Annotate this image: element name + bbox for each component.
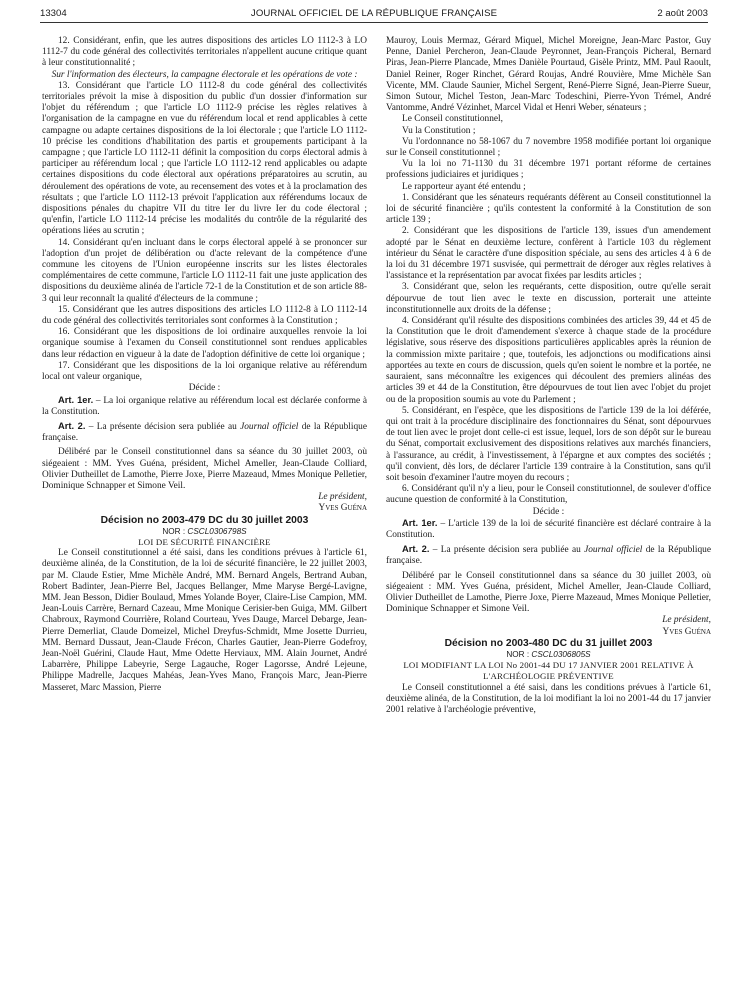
visa-loi-1971: Vu la loi no 71-1130 du 31 décembre 1971 portant réforme de certaines professions judiciaires et juridiques ;: [386, 159, 711, 181]
article-1: [386, 518, 711, 541]
article-2-text-end: de la République française.: [386, 545, 711, 567]
paragraph-5: 5. Considérant, en l'espèce, que les dispositions de l'article 139 de la loi déférée, qui ont trait à la procédure disciplinaire des fonctionnaires du Sénat, sont dépourvues de tout lien avec le projet dont celle-ci est issue, lequel, lors de son dépôt sur le bureau du Sénat, comportait exclusivement des dispositions relatives aux marchés financiers, à l'assurance, au crédit, à l'investissement, à l'épargne et aux comptes des sociétés ; qu'il convient, dès lors, de déclarer l'article 139 contraire à la Constitution, sans qu'il soit besoin d'examiner l'autre moyen du recours ;: [386, 405, 711, 483]
article-2: [42, 421, 367, 444]
article-2-label: Art. 2.: [402, 544, 430, 555]
paragraph-14: 14. Considérant qu'en incluant dans le corps électoral appelé à se prononcer sur l'adoption d'un projet de délibération ou d'acte relevant de la compétence d'une commune les citoyens de l'Union européenne inscrits sur les listes électorales complémentaires de cette commune, l'article LO 1112-11 fait une juste application des dispositions du deuxième alinéa de l'article 72-1 de la Constitution et de son article 88-3 qui leur reconnaît la qualité d'électeurs de la commune ;: [42, 237, 368, 304]
decision-479-law-title: LOI DE SÉCURITÉ FINANCIÈRE: [138, 536, 271, 547]
nor-code: CSCL0306798S: [187, 526, 247, 536]
decide-heading: Décide :: [532, 506, 565, 517]
journal-name: Journal officiel: [584, 545, 643, 556]
signature-role: Le président,: [318, 492, 367, 503]
decide-heading: Décide :: [188, 383, 221, 394]
article-2-text: – La présente décision sera publiée au: [429, 545, 585, 556]
signature-role: Le président,: [662, 615, 711, 626]
page-number: 13304: [40, 8, 67, 19]
signature: [42, 492, 367, 514]
decision-479-nor: [42, 526, 367, 537]
paragraph-6: 6. Considérant qu'il n'y a lieu, pour le Conseil constitutionnel, de soulever d'office aucune question de conformité à la Constitution,: [386, 484, 711, 506]
nor-label: NOR :: [162, 526, 188, 536]
section-subhead: Sur l'information des électeurs, la campagne électorale et les opérations de vote :: [51, 69, 358, 80]
paragraph-3: 3. Considérant que, selon les requérants, cette disposition, outre qu'elle serait dépourvue de tout lien avec le texte en discussion, porterait une atteinte inconstitutionnelle aux droits de la défense ;: [386, 282, 711, 315]
paragraph-16: 16. Considérant que les dispositions de loi ordinaire auxquelles renvoie la loi organique soumise à l'examen du Conseil constitutionnel sont rendues applicables dans leur rédaction en vigueur à la date de l'adoption définitive de cette loi organique ;: [42, 327, 367, 360]
nor-code: CSCL0306805S: [531, 649, 591, 659]
left-column: [42, 36, 367, 694]
header-rule: [40, 22, 708, 23]
signature-name: Yves Guéna: [662, 626, 711, 637]
article-2-text-end: de la République française.: [42, 421, 367, 444]
decision-480-title: Décision no 2003-480 DC du 31 juillet 2003: [444, 637, 653, 649]
deliberation: Délibéré par le Conseil constitutionnel dans sa séance du 30 juillet 2003, où siégeaient : MM. Yves Guéna, président, Michel Ameller, Jean-Claude Colliard, Olivier Dutheillet de Lamothe, Pierre Joxe, Pierre Mazeaud, Mmes Monique Pelletier, Dominique Schnapper et Simone Veil.: [386, 570, 711, 615]
article-1-text: – L'article 139 de la loi de sécurité financière est déclaré contraire à la Constitution.: [386, 518, 711, 540]
article-1-label: Art. 1er.: [402, 517, 438, 528]
rapporteur-line: Le rapporteur ayant été entendu ;: [402, 181, 526, 192]
signatories-continued: Mauroy, Louis Mermaz, Gérard Miquel, Michel Moreigne, Jean-Marc Pastor, Guy Penne, Daniel Percheron, Jean-Claude Peyronnet, Jean-François Picheral, Bernard Piras, Jean-Pierre Plancade, Mmes Danièle Pourtaud, Gisèle Printz, MM. Paul Raoult, Daniel Reiner, Roger Rinchet, Gérard Roujas, André Rouvière, Mme Michèle San Vicente, MM. Claude Saunier, Michel Sergent, René-Pierre Signé, Jean-Pierre Sueur, Simon Sutour, Michel Teston, Jean-Marc Todeschini, Pierre-Yvon Trémel, André Vantomme, André Vézinhet, Marcel Vidal et Henri Weber, sénateurs ;: [386, 36, 711, 114]
deliberation: Délibéré par le Conseil constitutionnel dans sa séance du 30 juillet 2003, où siégeaient : MM. Yves Guéna, président, Michel Ameller, Jean-Claude Colliard, Olivier Dutheillet de Lamothe, Pierre Joxe, Pierre Mazeaud, Mmes Monique Pelletier, Dominique Schnapper et Simone Veil.: [42, 447, 367, 491]
article-2: [386, 544, 711, 567]
journal-name: Journal officiel: [240, 421, 299, 432]
council-line: Le Conseil constitutionnel,: [402, 114, 503, 125]
article-1: [42, 395, 367, 418]
issue-date: 2 août 2003: [657, 8, 708, 19]
article-1-text: – La loi organique relative au référendum local est déclarée conforme à la Constitution.: [42, 395, 367, 417]
decision-479-title: Décision no 2003-479 DC du 30 juillet 2003: [100, 514, 309, 526]
journal-title: JOURNAL OFFICIEL DE LA RÉPUBLIQUE FRANÇAISE: [250, 8, 498, 19]
signature: [386, 615, 711, 637]
article-2-text: – La présente décision sera publiée au: [85, 421, 241, 432]
paragraph-1: 1. Considérant que les sénateurs requérants défèrent au Conseil constitutionnel la loi de sécurité financière ; qu'ils contestent la conformité à la Constitution de son article 139 ;: [386, 192, 711, 226]
paragraph-13: 13. Considérant que l'article LO 1112-8 du code général des collectivités territoriales prévoit la mise à disposition du public d'un dossier d'information sur l'objet du référendum ; que l'article LO 1112-9 précise les règles relatives à l'organisation de la campagne en vue du référendum local et rend applicables à cette campagne ou adapte certaines dispositions de la loi électorale ; que l'article LO 1112-10 précise les conditions d'habilitation des partis et groupements participant à la campagne ; que l'article LO 1112-11 définit la composition du corps électoral admis à participer au référendum local ; que l'article LO 1112-12 rend applicables ou adapte certaines dispositions du code électoral aux opérations préparatoires au scrutin, au déroulement des opérations de vote, au recensement des votes et à la proclamation des résultats ; que l'article LO 1112-13 prévoit l'application aux référendums locaux de dispositions pénales du chapitre VII du titre Ier du livre Ier du code électoral ; qu'enfin, l'article LO 1112-14 précise les modalités du contrôle de la régularité des opérations liées au scrutin ;: [42, 80, 367, 237]
paragraph-2: 2. Considérant que les dispositions de l'article 139, issues d'un amendement adopté par le Sénat en deuxième lecture, confèrent à l'article 103 du règlement intérieur du Sénat le caractère d'une disposition spéciale, au sens des articles 4 à 6 de la loi du 31 décembre 1971 susvisée, qui permettrait de déroger aux règles relatives à l'assistance et la représentation par avocat fixées par lesdits articles ;: [386, 226, 711, 282]
visa-ordonnance: Vu l'ordonnance no 58-1067 du 7 novembre 1958 modifiée portant loi organique sur le Conseil constitutionnel ;: [386, 136, 711, 159]
paragraph-4: 4. Considérant qu'il résulte des dispositions combinées des articles 39, 44 et 45 de la Constitution que le droit d'amendement s'exerce à chaque stade de la procédure législative, sous réserve des dispositions particulières applicables après la réunion de la commission mixte paritaire ; que, toutefois, les adjonctions ou modifications ainsi apportées au texte en cours de discussion, quels qu'en soient le nombre et la portée, ne sauraient, sans méconnaître les exigences qui découlent des premiers alinéas des articles 39 et 44 de la Constitution, être dépourvues de tout lien avec l'objet du projet ou de la proposition soumis au vote du Parlement ;: [386, 316, 711, 405]
decision-480-law-title: LOI MODIFIANT LA LOI No 2001-44 DU 17 JANVIER 2001 RELATIVE À L'ARCHÉOLOGIE PRÉVENTIVE: [403, 660, 694, 682]
article-2-label: Art. 2.: [58, 420, 86, 431]
paragraph-12: 12. Considérant, enfin, que les autres dispositions des articles LO 1112-3 à LO 1112-7 du code général des collectivités territoriales n'appellent aucune critique quant à leur constitutionnalité ;: [42, 36, 367, 69]
decision-480-intro: Le Conseil constitutionnel a été saisi, dans les conditions prévues à l'article 61, deuxième alinéa, de la Constitution, de la loi modifiant la loi no 2001-44 du 17 janvier 2001 relative à l'archéologie préventive,: [386, 682, 711, 715]
article-1-label: Art. 1er.: [58, 394, 94, 405]
decision-479-intro: Le Conseil constitutionnel a été saisi, dans les conditions prévues à l'article 61, deuxième alinéa, de la Constitution, de la loi de sécurité financière, le 22 juillet 2003, par M. Claude Estier, Mme Michèle André, MM. Bernard Angels, Bertrand Auban, Robert Badinter, Jean-Pierre Bel, Jacques Bellanger, Mme Maryse Bergé-Lavigne, MM. Jean Besson, Didier Boulaud, Mmes Yolande Boyer, Claire-Lise Campion, MM. Jean-Louis Carrère, Bernard Cazeau, Mme Monique Cerisier-ben Guiga, MM. Gilbert Chabroux, Raymond Courrière, Roland Courteau, Yves Dauge, Marcel Debarge, Jean-Pierre Demerliat, Claude Domeizel, Michel Dreyfus-Schmidt, Mme Josette Durrieu, MM. Bernard Dussaut, Jean-Claude Frécon, Charles Gautier, Jean-Pierre Godefroy, Jean-Noël Guérini, Claude Haut, Mme Odette Herviaux, MM. Alain Journet, André Labarrère, Philippe Labeyrie, Serge Lagauche, Roger Lagorsse, André Lejeune, Philippe Madrelle, Jacques Mahéas, Jean-Yves Mano, François Marc, Jean-Pierre Masseret, Marc Massion, Pierre: [42, 548, 367, 693]
decision-480-nor: [386, 649, 711, 660]
nor-label: NOR :: [506, 649, 532, 659]
paragraph-15: 15. Considérant que les autres dispositions des articles LO 1112-8 à LO 1112-14 du code général des collectivités territoriales sont conformes à la Constitution ;: [42, 304, 367, 327]
paragraph-17: 17. Considérant que les dispositions de la loi organique relative au référendum local ont valeur organique,: [42, 360, 367, 383]
visa-constitution: Vu la Constitution ;: [402, 125, 476, 136]
signature-name: Yves Guéna: [318, 503, 367, 514]
right-column: [386, 36, 711, 716]
